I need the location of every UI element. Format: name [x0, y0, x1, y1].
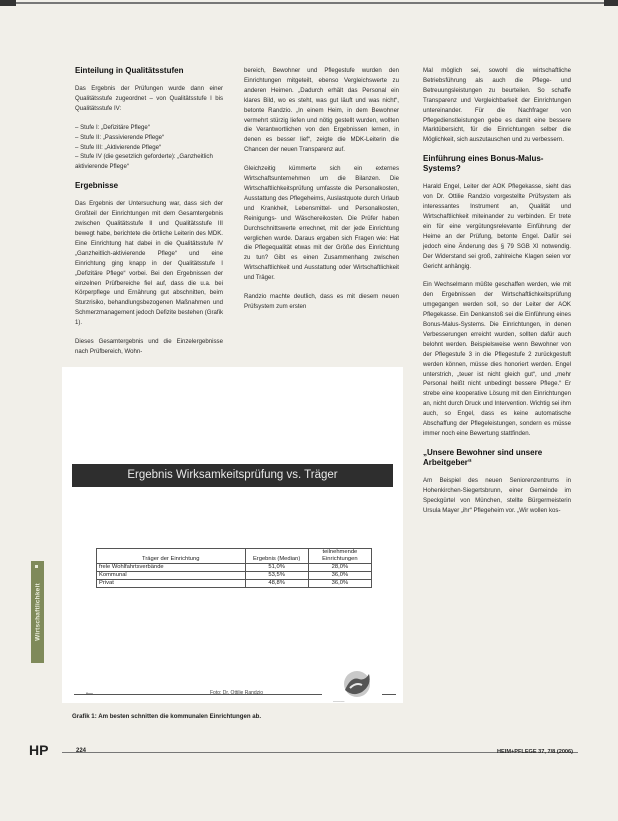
table-cell: 53,5% [245, 572, 308, 580]
paragraph: Das Ergebnis der Untersuchung war, dass sich der Großteil der Einrichtungen mit dem Gesamtergebnis zwischen Qualitätsstufe II und Qualitätsstufe III bewegt habe, berichtete die örtliche Leiterin des MDK. Eine Einrichtung hat dabei in die Qualitätsstufe IV „Ganzheitlich-aktivierende Pflege“ und eine Einrichtung ging knapp in der Qualitätsstufe I „Defizitäre Pflege“ vorbei. Bei den Ergebnissen der einzelnen Prüfbereiche fiel auf, dass die u.a. bei Körperpflege und Ernährung gut abschnitten, beim Sturzrisiko, behandlungsbezogenen Maßnahmen und Schmerzmanagement jedoch Defizite bestehen (Grafik 1). [75, 200, 224, 327]
list-item: – Stufe I: „Defizitäre Pflege“ [75, 123, 150, 131]
table-cell: Privat [97, 580, 246, 588]
figure-box [62, 367, 403, 703]
top-left-mark [0, 0, 16, 6]
table-row [97, 580, 372, 588]
text-column-3 [423, 66, 571, 525]
results-table [96, 548, 372, 588]
figure-rule [74, 694, 322, 695]
table-cell: 28,0% [308, 564, 371, 572]
table-header: Träger der Einrichtung [97, 549, 246, 564]
section-heading: „Unsere Bewohner sind unsere Arbeitgeber“ [423, 447, 543, 467]
paragraph: Am Beispiel des neuen Seniorenzentrums in Hohenkirchen-Siegertsbrunn, einer Gemeinde im Speckgürtel von München, stellte Bürgermeisterin Ursula Mayer „ihr“ Pflegeheim vor. „Wir wollen kos- [423, 476, 571, 514]
list-item: – Stufe III: „Aktivierende Pflege“ [75, 143, 162, 151]
table-cell: 36,0% [308, 580, 371, 588]
figure-rule [382, 694, 396, 695]
section-heading: Einführung eines Bonus-Malus-Systems? [423, 154, 544, 174]
figure-caption: Grafik 1: Am besten schnitten die kommunalen Einrichtungen ab. [72, 713, 262, 720]
table-cell: 36,0% [308, 572, 371, 580]
text-column-2 [244, 66, 399, 321]
paragraph: Dieses Gesamtergebnis und die Einzelergebnisse nach Prüfbereich, Wohn- [75, 338, 223, 355]
journal-reference: HEIM+PFLEGE 37, 7/8 (2006) [497, 749, 574, 755]
table-row [97, 572, 372, 580]
page-number: 224 [76, 748, 87, 754]
paragraph: Gleichzeitig kümmerte sich ein externes Wirtschaftsunternehmen um die Bilanzen. Die Wirtschaftlichkeitsprüfung umfasste die Personalkosten, Ausstattung des Pflegeheims, Auslastquote durch Urlaub und Krankheit, Lebensmittel- und Personalkosten, Reinigungs- und Wäschereikosten. Die Prüfer haben Durchschnittswerte errechnet, mit der jede Einrichtung verglichen wurde. Daraus ergaben sich Fragen wie: Hat die Pflegequalität etwas mit der Größe des Einrichtung zu tun? Gibt es einen Zusammenhang zwischen Wirtschaftlichkeit und Ausstattung oder Wirtschaftlichkeit und Träger. [244, 165, 399, 282]
table-cell: 48,8% [245, 580, 308, 588]
table-header: teilnehmende Einrichtungen [308, 549, 371, 564]
chart-title: Ergebnis Wirksamkeitsprüfung vs. Träger [72, 464, 393, 487]
table-header: Ergebnis (Median) [245, 549, 308, 564]
paragraph: bereich, Bewohner und Pflegestufe wurden den Einrichtungen mitgeteilt, ebenso Vergleichswerte zu anderen Heimen. „Dadurch erhält das Personal ein klares Bild, wo es steht, was gut läuft und was nicht“, betonte Randzio. „In einem Heim, in dem Bewohner vermehrt stürzig liefen und nötig gestellt wurden, wollten die Verantwortlichen von den Ergebnissen lernen, in denen es besser lief“, zeigte die MDK-Leiterin die Chancen der neuen Transparenz auf. [244, 67, 399, 154]
tab-marker [35, 565, 38, 568]
section-side-tab [31, 561, 44, 663]
top-right-mark [604, 0, 618, 6]
paragraph: Randzio machte deutlich, dass es mit diesem neuen Prüfsystem zum ersten [244, 293, 399, 310]
section-heading: Einteilung in Qualitätsstufen [75, 66, 184, 75]
list-item: – Stufe IV (die gesetzlich geforderte): „Ganzheitlich aktivierende Pflege“ [75, 153, 213, 171]
magazine-logo: HP [29, 742, 49, 758]
paragraph: Harald Engel, Leiter der AOK Pflegekasse, sieht das von Dr. Ottilie Randzio vorgestellte Prüfsystem als interessantes Instrument an, Qualität und Wirtschaftlichkeit miteinander zu verbinden. Er trete ein für eine vergütungsrelevante Einführung der Heime an der Prüfung, betonte Engel. Dafür sei jedoch eine Änderung des § 79 SGB XI notwendig. Der Widerstand sei groß, zahlreiche Klagen seien vor Gericht anhängig. [423, 183, 571, 270]
top-rule [0, 2, 618, 4]
table-cell: frele Wohlfahrtsverbände [97, 564, 246, 572]
logo-caption-mark: ——— [333, 699, 345, 703]
paragraph: Mal möglich sei, sowohl die wirtschaftliche Betriebsführung als auch die Pflege- und Betreuungsleistungen zu beurteilen. So schaffe Transparenz und Vergleichbarkeit der Einrichtungen untereinander. Für die Nachfrager von Pflegedienstleistungen gebe es damit eine bessere Marktübersicht, für die Einrichtungen selber die Möglichkeit, sich auszutauschen und zu verbessern. [423, 67, 571, 144]
photo-credit: Foto: Dr. Ottilie Randzio [210, 690, 264, 696]
figure-marker: ⟵ [86, 691, 94, 697]
mdk-logo [336, 670, 382, 698]
section-heading: Ergebnisse [75, 181, 119, 191]
side-tab-label: Wirtschaftlichkeit [34, 583, 41, 641]
table-cell: Kommunal [97, 572, 246, 580]
list-item: – Stufe II: „Passivierende Pflege“ [75, 133, 165, 141]
text-column-1 [75, 66, 223, 366]
paragraph: Das Ergebnis der Prüfungen wurde dann einer Qualitätsstufe zugeordnet – von Qualitätsstufe I bis Qualitätsstufe IV: [75, 85, 223, 112]
table-row [97, 564, 372, 572]
quality-levels-list [75, 123, 223, 173]
paragraph: Ein Wechselmann müßte geschaffen werden, wie mit den Ergebnissen der Wirtschaftlichkeitsprüfung umgegangen werden soll, so der Leiter der AOK Pflegekasse. Ein Denkanstoß sei die Einführung eines Bonus-Malus-Systems. Die Einrichtungen, in denen Verbesserungen erreicht wurden, sollten dafür auch belohnt werden. Beispielsweise wenn Bewohner von der Pflegestufe 3 in die Pflegestufe 2 zurückgestuft werden können, müsse dies honoriert werden. Engel unterstrich, „teuer ist nicht gleich gut“, und „mehr Personal heißt nicht unbedingt bessere Pflege.“ Er strebe eine kooperative Lösung mit den Einrichtungen an, nicht durch Druck und Intervention. Wichtig sei ihm auch, so Engel, dass es keine automatische Abschaffung der Pflegeleistungen, sondern es müsse immer noch eine Bewertung stattfinden. [423, 281, 571, 437]
table-cell: 51,0% [245, 564, 308, 572]
